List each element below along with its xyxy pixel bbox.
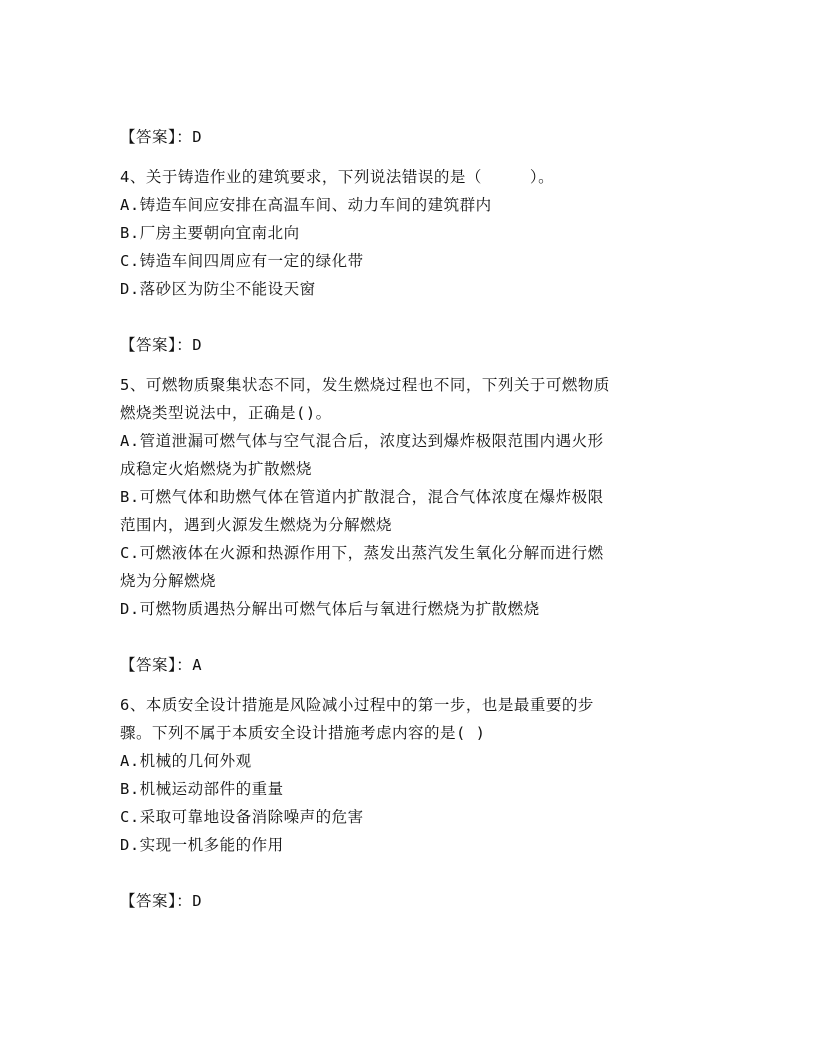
answer-q5: 【答案】：A [120,656,203,674]
question-5-stem-line-2: 燃烧类型说法中，正确是()。 [120,404,332,422]
question-5-option-c-line-1: C.可燃液体在火源和热源作用下，蒸发出蒸汽发生氧化分解而进行燃 [120,544,604,562]
question-4-stem: 4、关于铸造作业的建筑要求，下列说法错误的是（ ）。 [120,168,555,186]
answer-q4: 【答案】：D [120,336,203,354]
question-6-option-a: A.机械的几何外观 [120,752,252,770]
question-6-stem-line-1: 6、本质安全设计措施是风险减小过程中的第一步，也是最重要的步 [120,696,594,714]
question-5-option-b-line-2: 范围内，遇到火源发生燃烧为分解燃烧 [120,516,393,534]
question-6-option-b: B.机械运动部件的重量 [120,780,284,798]
answer-q6: 【答案】：D [120,892,203,910]
question-5-option-a-line-2: 成稳定火焰燃烧为扩散燃烧 [120,460,313,478]
answer-q3: 【答案】：D [120,128,203,146]
question-5-stem-line-1: 5、可燃物质聚集状态不同，发生燃烧过程也不同，下列关于可燃物质 [120,376,610,394]
question-6-option-c: C.采取可靠地设备消除噪声的危害 [120,808,364,826]
question-4-option-d: D.落砂区为防尘不能设天窗 [120,280,316,298]
question-5-option-a-line-1: A.管道泄漏可燃气体与空气混合后，浓度达到爆炸极限范围内遇火形 [120,432,604,450]
question-4-option-b: B.厂房主要朝向宜南北向 [120,224,300,242]
question-5-option-d: D.可燃物质遇热分解出可燃气体后与氧进行燃烧为扩散燃烧 [120,600,540,618]
question-4-option-c: C.铸造车间四周应有一定的绿化带 [120,252,364,270]
question-6-stem-line-2: 骤。下列不属于本质安全设计措施考虑内容的是( ) [120,724,486,742]
question-5-option-b-line-1: B.可燃气体和助燃气体在管道内扩散混合，混合气体浓度在爆炸极限 [120,488,604,506]
question-4-option-a: A.铸造车间应安排在高温车间、动力车间的建筑群内 [120,196,492,214]
question-5-option-c-line-2: 烧为分解燃烧 [120,572,217,590]
question-6-option-d: D.实现一机多能的作用 [120,836,284,854]
